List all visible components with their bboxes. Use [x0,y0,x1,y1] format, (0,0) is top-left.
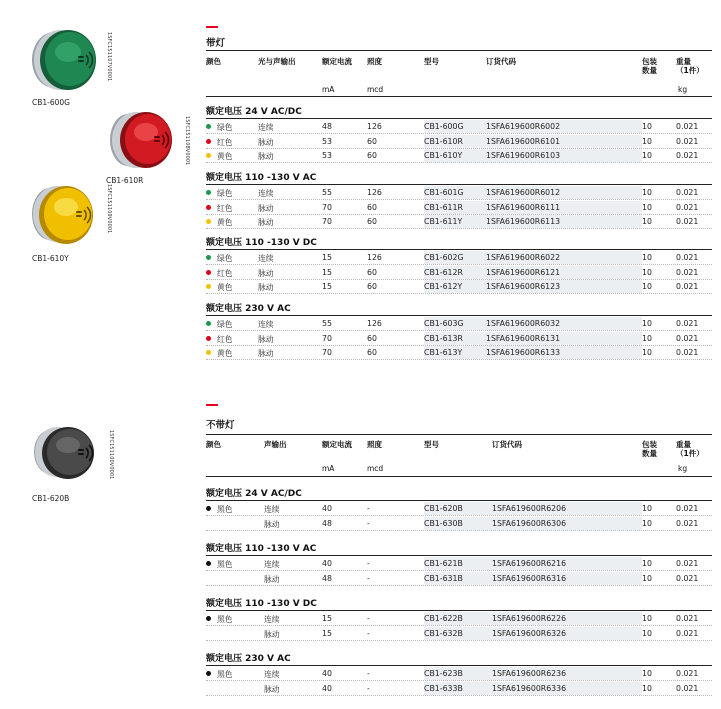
table-row [206,502,712,516]
cell-output: 脉动 [258,268,274,278]
row-separator [206,585,712,586]
cell-color: 黄色 [217,218,233,227]
cell-output: 脉动 [258,152,274,161]
black-dot-icon [206,561,211,566]
cell-output: 连续 [258,189,274,198]
row-separator [206,359,712,360]
cell-color: 黑色 [217,615,233,624]
group-title: 额定电压 110 -130 V DC [206,599,317,609]
group-rule [206,610,712,611]
cell-model: CB1-610Y [424,151,463,160]
cell-current: 53 [322,136,332,146]
cell-pack: 10 [642,614,652,623]
section-title: 带灯 [206,38,226,49]
red-dot-icon [206,270,211,275]
header-model: 型号 [424,57,439,66]
unit-weight: kg [678,464,688,473]
black-dot-icon [206,506,211,511]
header-bottom-rule [206,476,712,477]
cell-current: 55 [322,319,332,328]
table-row [206,572,712,586]
cell-lum: - [367,628,370,638]
cell-order: 1SFA619600R6133 [486,348,561,357]
product-cb1-620b [24,420,114,508]
cell-pack: 10 [642,559,652,568]
cell-order: 1SFA619600R6123 [486,282,561,291]
cell-weight: 0.021 [676,136,699,146]
cell-pack: 10 [642,122,652,131]
table-row [206,332,712,346]
cell-order: 1SFA619600R6113 [486,217,561,226]
group-rule [206,315,712,316]
cell-order: 1SFA619600R6012 [486,188,561,197]
cell-pack: 10 [642,683,652,693]
group-title: 额定电压 230 V AC [206,304,291,314]
cell-weight: 0.021 [676,267,699,277]
cell-current: 48 [322,518,332,528]
cell-weight: 0.021 [676,628,699,638]
section-accent-bar [206,404,218,406]
section-rule [206,50,712,51]
cell-output: 脉动 [258,137,274,147]
unit-luminance: mcd [367,85,384,94]
cell-model: CB1-601G [424,188,464,197]
cell-current: 40 [322,669,332,678]
row-separator [206,293,712,294]
section-accent-bar [206,26,218,28]
cell-pack: 10 [642,151,652,160]
cell-weight: 0.021 [676,333,699,343]
header-current: 额定电流 [322,57,352,66]
header-model: 型号 [424,440,439,449]
cell-current: 70 [322,217,332,226]
cell-model: CB1-613R [424,333,463,343]
yellow-dot-icon [206,153,211,158]
cell-color: 黄色 [217,349,233,358]
cell-lum: - [367,559,370,568]
row-separator [206,640,712,641]
row-separator [206,530,712,531]
group-rule [206,249,712,250]
cell-lum: 126 [367,122,382,131]
cell-output: 连续 [264,560,280,569]
group-title: 额定电压 230 V AC [206,654,291,664]
cell-pack: 10 [642,628,652,638]
group-rule [206,555,712,556]
cell-order: 1SFA619600R6002 [486,122,561,131]
group-rule [206,500,712,501]
cell-model: CB1-602G [424,253,464,262]
cell-output: 脉动 [264,684,280,694]
table-row [206,346,712,360]
cell-color: 红色 [217,334,233,344]
cell-weight: 0.021 [676,348,699,357]
cell-weight: 0.021 [676,669,699,678]
green-dot-icon [206,124,211,129]
black-buzzer-image [24,420,104,486]
green-dot-icon [206,321,211,326]
cell-weight: 0.021 [676,504,699,513]
cell-pack: 10 [642,253,652,262]
header-color: 颜色 [206,57,221,66]
cell-model: CB1-621B [424,559,463,568]
section-title: 不带灯 [206,420,235,431]
green-dot-icon [206,255,211,260]
product-label: CB1-610Y [32,254,69,263]
cell-color: 黄色 [217,152,233,161]
cell-order: 1SFA619600R6103 [486,151,561,160]
cell-order: 1SFA619600R6022 [486,253,561,262]
cell-color: 绿色 [217,189,233,198]
cell-color: 红色 [217,203,233,213]
cell-output: 脉动 [258,218,274,227]
cell-current: 15 [322,282,332,291]
yellow-dot-icon [206,284,211,289]
cell-color: 黑色 [217,505,233,514]
red-dot-icon [206,336,211,341]
group-title: 额定电压 24 V AC/DC [206,489,302,499]
cell-weight: 0.021 [676,319,699,328]
header-color: 颜色 [206,440,221,449]
cell-model: CB1-610R [424,136,463,146]
cell-lum: - [367,504,370,513]
group-rule [206,118,712,119]
cell-pack: 10 [642,217,652,226]
cell-model: CB1-631B [424,573,463,583]
cell-current: 48 [322,122,332,131]
header-weight: 重量 （1件） [676,440,704,458]
table-row [206,135,712,149]
cell-weight: 0.021 [676,559,699,568]
product-code: 1SFC151107V0001 [106,32,112,82]
header-weight: 重量 （1件） [676,57,704,75]
product-cb1-600g [24,22,114,114]
cell-output: 脉动 [258,349,274,358]
black-dot-icon [206,616,211,621]
cell-pack: 10 [642,573,652,583]
product-cb1-610r [104,104,194,190]
table-row [206,149,712,163]
cell-output: 脉动 [258,334,274,344]
cell-current: 70 [322,348,332,357]
cell-model: CB1-633B [424,683,463,693]
cell-output: 连续 [258,254,274,263]
black-dot-icon [206,671,211,676]
cell-current: 40 [322,559,332,568]
cell-lum: 60 [367,217,377,226]
cell-current: 55 [322,188,332,197]
cell-output: 脉动 [258,203,274,213]
cell-current: 40 [322,683,332,693]
table-row [206,557,712,571]
product-label: CB1-610R [106,176,144,185]
cell-model: CB1-612R [424,267,463,277]
cell-weight: 0.021 [676,282,699,291]
cell-lum: 60 [367,348,377,357]
cell-weight: 0.021 [676,253,699,262]
cell-lum: 60 [367,151,377,160]
product-code: 1SFC151108V0001 [184,116,190,166]
cell-model: CB1-630B [424,518,463,528]
cell-output: 脉动 [264,519,280,529]
row-separator [206,695,712,696]
header-luminance: 照度 [367,57,382,66]
red-buzzer-image [104,104,184,176]
unit-weight: kg [678,85,688,94]
table-row [206,280,712,294]
cell-weight: 0.021 [676,573,699,583]
cell-order: 1SFA619600R6111 [486,202,561,212]
group-rule [206,184,712,185]
cell-weight: 0.021 [676,683,699,693]
cell-current: 48 [322,573,332,583]
cell-lum: 126 [367,319,382,328]
cell-order: 1SFA619600R6131 [486,333,561,343]
cell-pack: 10 [642,669,652,678]
cell-color: 红色 [217,268,233,278]
table-row [206,186,712,200]
cell-pack: 10 [642,348,652,357]
table-row [206,251,712,265]
header-output: 光与声输出 [258,57,296,66]
cell-model: CB1-622B [424,614,463,623]
product-code: 1SFC151109V0001 [106,184,112,234]
cell-current: 15 [322,253,332,262]
cell-model: CB1-611Y [424,217,463,226]
table-row [206,667,712,681]
cell-lum: - [367,573,370,583]
cell-lum: 60 [367,267,377,277]
table-row [206,120,712,134]
red-dot-icon [206,205,211,210]
cell-model: CB1-603G [424,319,464,328]
cell-model: CB1-611R [424,202,463,212]
cell-current: 70 [322,202,332,212]
cell-order: 1SFA619600R6101 [486,136,561,146]
cell-color: 绿色 [217,123,233,132]
group-title: 额定电压 110 -130 V AC [206,544,317,554]
row-separator [206,162,712,163]
cell-lum: - [367,669,370,678]
product-label: CB1-600G [32,98,70,107]
cell-lum: - [367,683,370,693]
cell-lum: 126 [367,188,382,197]
cell-weight: 0.021 [676,122,699,131]
header-current: 额定电流 [322,440,352,449]
cell-order: 1SFA619600R6216 [492,559,567,568]
cell-output: 连续 [264,670,280,679]
cell-order: 1SFA619600R6326 [492,628,567,638]
unit-luminance: mcd [367,464,384,473]
yellow-buzzer-image [24,178,104,250]
product-code: 1SFC151100V0001 [108,430,114,480]
header-output: 声输出 [264,440,287,449]
cell-lum: 60 [367,333,377,343]
table-row [206,612,712,626]
cell-pack: 10 [642,267,652,277]
yellow-dot-icon [206,219,211,224]
cell-weight: 0.021 [676,614,699,623]
cell-output: 连续 [264,505,280,514]
product-cb1-610y [24,178,114,268]
section-with-light [206,26,712,366]
cell-color: 绿色 [217,320,233,329]
table-row [206,627,712,641]
cell-current: 70 [322,333,332,343]
cell-lum: - [367,518,370,528]
header-pack: 包装数量 [642,57,657,75]
table-row [206,317,712,331]
cell-order: 1SFA619600R6226 [492,614,567,623]
cell-pack: 10 [642,518,652,528]
table-row [206,215,712,229]
cell-order: 1SFA619600R6306 [492,518,567,528]
cell-color: 黄色 [217,283,233,292]
header-pack: 包装数量 [642,440,657,458]
cell-model: CB1-612Y [424,282,463,291]
cell-pack: 10 [642,202,652,212]
cell-pack: 10 [642,504,652,513]
table-row [206,517,712,531]
cell-model: CB1-613Y [424,348,463,357]
cell-color: 红色 [217,137,233,147]
cell-pack: 10 [642,333,652,343]
cell-model: CB1-632B [424,628,463,638]
cell-weight: 0.021 [676,202,699,212]
cell-output: 脉动 [264,629,280,639]
cell-lum: - [367,614,370,623]
cell-lum: 60 [367,136,377,146]
cell-order: 1SFA619600R6121 [486,267,561,277]
red-dot-icon [206,139,211,144]
cell-output: 连续 [264,615,280,624]
cell-output: 连续 [258,320,274,329]
green-buzzer-image [24,22,104,98]
cell-output: 脉动 [264,574,280,584]
cell-order: 1SFA619600R6236 [492,669,567,678]
unit-current: mA [322,85,335,94]
header-luminance: 照度 [367,440,382,449]
cell-weight: 0.021 [676,217,699,226]
cell-color: 黑色 [217,560,233,569]
cell-pack: 10 [642,282,652,291]
section-without-light [206,404,712,700]
unit-current: mA [322,464,335,473]
cell-weight: 0.021 [676,518,699,528]
cell-color: 绿色 [217,254,233,263]
table-row [206,266,712,280]
cell-order: 1SFA619600R6336 [492,683,567,693]
cell-order: 1SFA619600R6032 [486,319,561,328]
cell-lum: 126 [367,253,382,262]
product-label: CB1-620B [32,494,70,503]
group-rule [206,665,712,666]
cell-order: 1SFA619600R6206 [492,504,567,513]
table-row [206,201,712,215]
header-order-code: 订货代码 [486,57,516,66]
header-order-code: 订货代码 [492,440,522,449]
header-bottom-rule [206,96,712,97]
group-title: 额定电压 110 -130 V AC [206,173,317,183]
group-title: 额定电压 110 -130 V DC [206,238,317,248]
cell-output: 脉动 [258,283,274,292]
cell-model: CB1-600G [424,122,464,131]
cell-order: 1SFA619600R6316 [492,573,567,583]
cell-weight: 0.021 [676,151,699,160]
cell-current: 40 [322,504,332,513]
cell-weight: 0.021 [676,188,699,197]
row-separator [206,228,712,229]
cell-current: 15 [322,614,332,623]
cell-current: 15 [322,628,332,638]
group-title: 额定电压 24 V AC/DC [206,107,302,117]
cell-model: CB1-620B [424,504,463,513]
cell-model: CB1-623B [424,669,463,678]
cell-output: 连续 [258,123,274,132]
yellow-dot-icon [206,350,211,355]
table-row [206,682,712,696]
cell-pack: 10 [642,319,652,328]
cell-current: 15 [322,267,332,277]
cell-current: 53 [322,151,332,160]
section-rule [206,434,712,435]
cell-lum: 60 [367,202,377,212]
cell-lum: 60 [367,282,377,291]
green-dot-icon [206,190,211,195]
cell-color: 黑色 [217,670,233,679]
cell-pack: 10 [642,188,652,197]
cell-pack: 10 [642,136,652,146]
